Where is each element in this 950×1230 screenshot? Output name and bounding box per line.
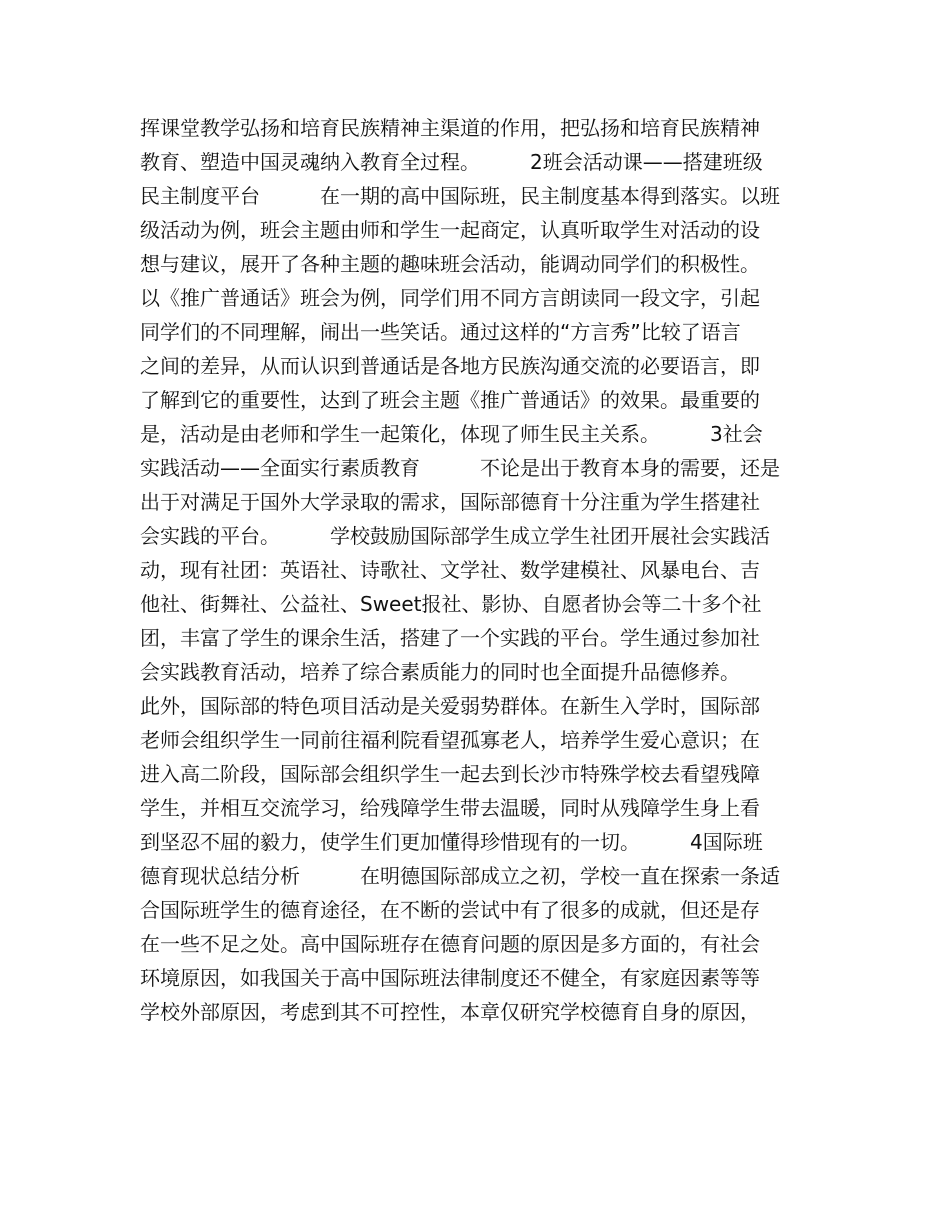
text-line: 了解到它的重要性，达到了班会主题《推广普通话》的效果。最重要的 [140, 388, 760, 412]
text-line: 是，活动是由老师和学生一起策化，体现了师生民主关系。 3社会 [140, 422, 763, 446]
text-line: 挥课堂教学弘扬和培育民族精神主渠道的作用，把弘扬和培育民族精神 [140, 116, 760, 140]
text-line: 团，丰富了学生的课余生活，搭建了一个实践的平台。学生通过参加社 [140, 626, 760, 650]
text-line: 动，现有社团：英语社、诗歌社、文学社、数学建模社、风暴电台、吉 [140, 558, 760, 582]
text-line: 在一些不足之处。高中国际班存在德育问题的原因是多方面的，有社会 [140, 932, 760, 956]
text-line: 环境原因，如我国关于高中国际班法律制度还不健全，有家庭因素等等 [140, 966, 760, 990]
text-line: 会实践教育活动，培养了综合素质能力的同时也全面提升品德修养。 [140, 660, 740, 684]
text-line: 会实践的平台。 学校鼓励国际部学生成立学生社团开展社会实践活 [140, 524, 770, 548]
text-line: 出于对满足于国外大学录取的需求，国际部德育十分注重为学生搭建社 [140, 490, 760, 514]
text-line: 进入高二阶段，国际部会组织学生一起去到长沙市特殊学校去看望残障 [140, 762, 760, 786]
text-line: 他社、街舞社、公益社、Sweet报社、影协、自愿者协会等二十多个社 [140, 592, 762, 616]
text-line: 同学们的不同理解，闹出一些笑话。通过这样的“方言秀”比较了语言 [140, 320, 741, 344]
text-line: 学校外部原因，考虑到其不可控性，本章仅研究学校德育自身的原因， [140, 1000, 760, 1024]
text-line: 德育现状总结分析 在明德国际部成立之初，学校一直在探索一条适 [140, 864, 780, 888]
text-line: 想与建议，展开了各种主题的趣味班会活动，能调动同学们的积极性。 [140, 252, 760, 276]
text-line: 此外，国际部的特色项目活动是关爱弱势群体。在新生入学时，国际部 [140, 694, 760, 718]
text-line: 学生，并相互交流学习，给残障学生带去温暖，同时从残障学生身上看 [140, 796, 760, 820]
text-line: 民主制度平台 在一期的高中国际班，民主制度基本得到落实。以班 [140, 184, 780, 208]
text-line: 合国际班学生的德育途径，在不断的尝试中有了很多的成就，但还是存 [140, 898, 760, 922]
text-line: 实践活动——全面实行素质教育 不论是出于教育本身的需要，还是 [140, 456, 780, 480]
text-line: 到坚忍不屈的毅力，使学生们更加懂得珍惜现有的一切。 4国际班 [140, 830, 763, 854]
body-text [140, 111, 820, 1029]
text-line: 级活动为例，班会主题由师和学生一起商定，认真听取学生对活动的设 [140, 218, 760, 242]
text-line: 教育、塑造中国灵魂纳入教育全过程。 2班会活动课——搭建班级 [140, 150, 763, 174]
text-line: 之间的差异，从而认识到普通话是各地方民族沟通交流的必要语言，即 [140, 354, 760, 378]
text-line: 以《推广普通话》班会为例，同学们用不同方言朗读同一段文字，引起 [140, 286, 760, 310]
text-line: 老师会组织学生一同前往福利院看望孤寡老人，培养学生爱心意识；在 [140, 728, 760, 752]
